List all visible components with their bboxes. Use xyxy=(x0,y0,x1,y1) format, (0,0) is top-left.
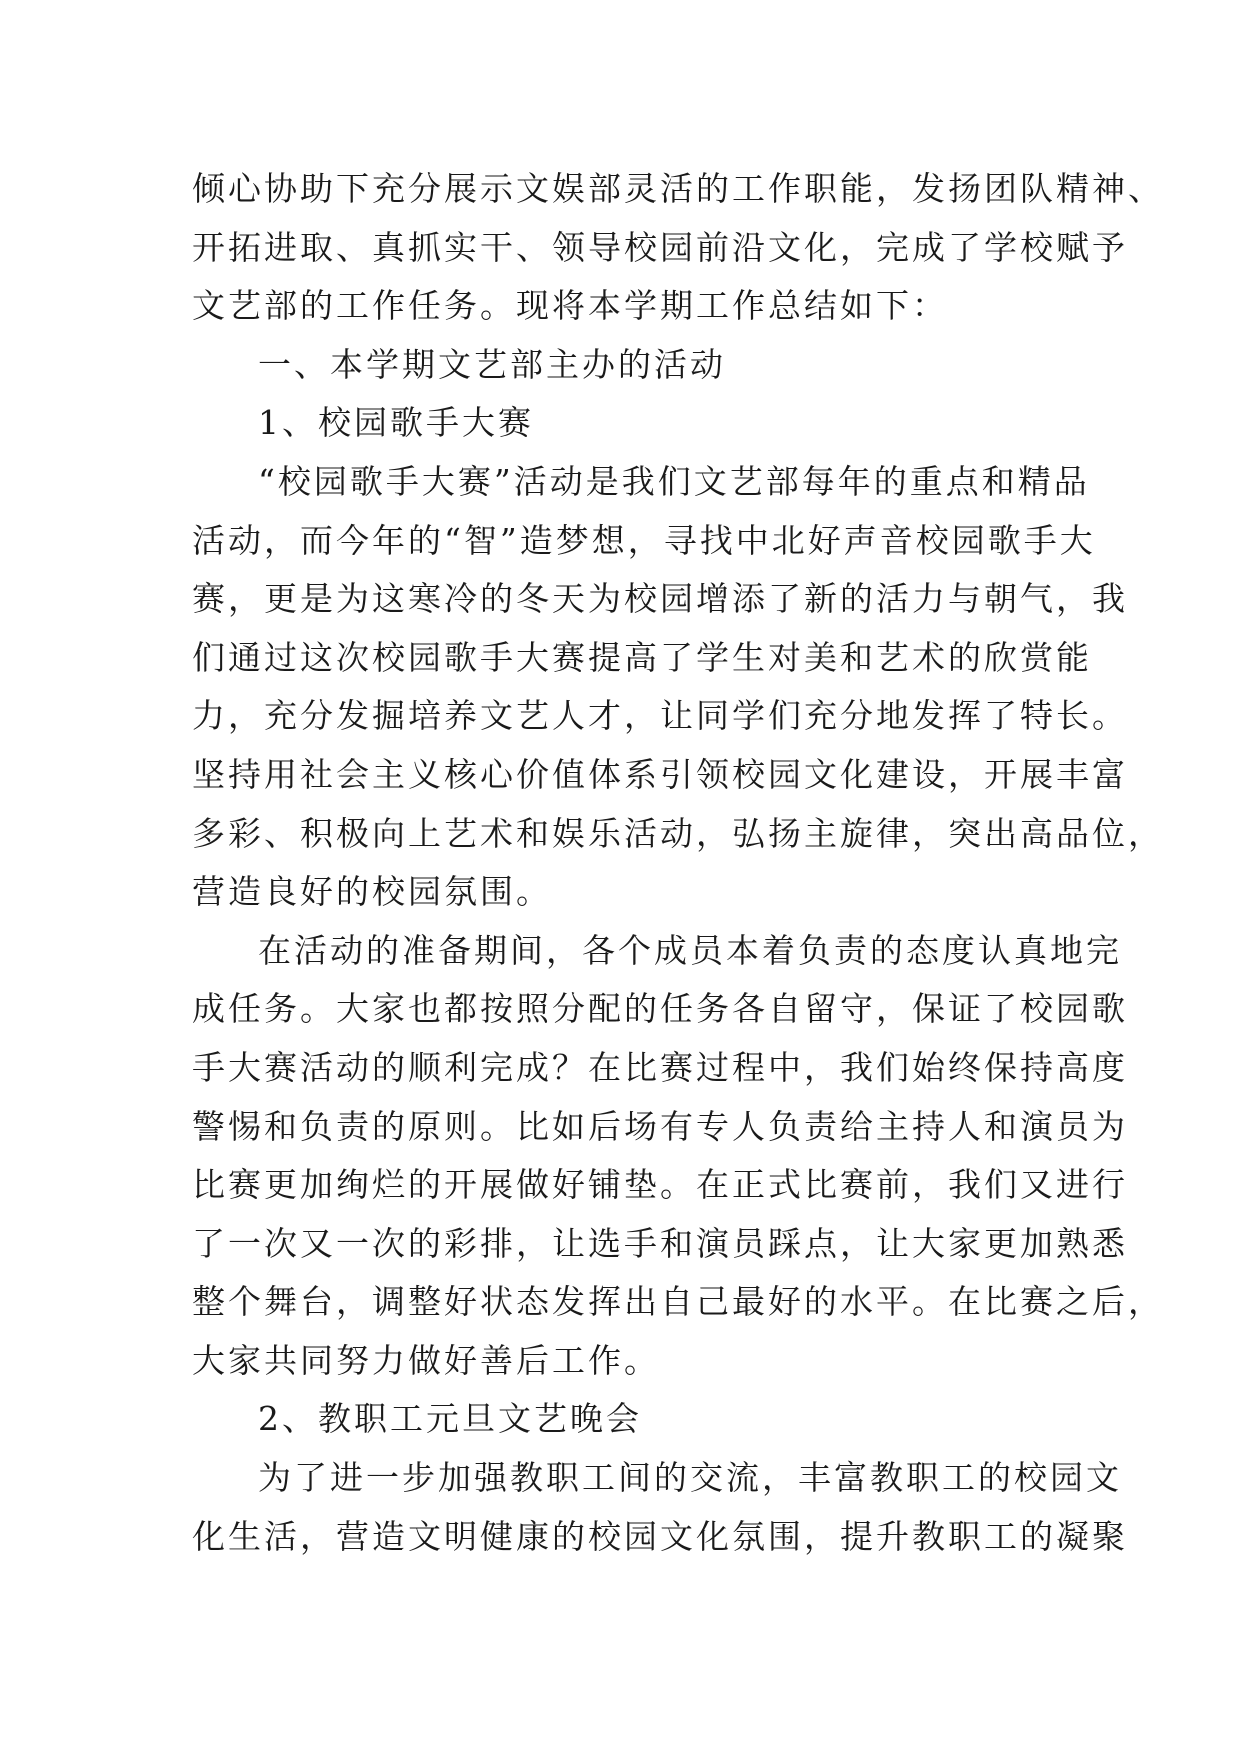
text-line: 大家共同努力做好善后工作。 xyxy=(192,1340,660,1380)
text-line: 警惕和负责的原则。比如后场有专人负责给主持人和演员为 xyxy=(192,1106,1128,1146)
text-line: 化生活，营造文明健康的校园文化氛围，提升教职工的凝聚 xyxy=(192,1516,1128,1556)
text-line: 坚持用社会主义核心价值体系引领校园文化建设，开展丰富 xyxy=(192,754,1128,794)
text-line: 开拓进取、真抓实干、领导校园前沿文化，完成了学校赋予 xyxy=(192,227,1128,267)
text-line: 倾心协助下充分展示文娱部灵活的工作职能，发扬团队精神、 xyxy=(192,169,1164,208)
text-line: 营造良好的校园氛围。 xyxy=(192,872,552,912)
text-line: 一、本学期文艺部主办的活动 xyxy=(258,344,726,384)
document-body xyxy=(192,160,1164,1566)
text-line: 多彩、积极向上艺术和娱乐活动，弘扬主旋律，突出高品位， xyxy=(192,813,1164,853)
text-line: 手大赛活动的顺利完成？在比赛过程中，我们始终保持高度 xyxy=(192,1047,1128,1087)
text-line: 成任务。大家也都按照分配的任务各自留守，保证了校园歌 xyxy=(192,989,1128,1029)
text-line: 活动，而今年的“智”造梦想，寻找中北好声音校园歌手大 xyxy=(192,520,1096,560)
text-line: 为了进一步加强教职工间的交流，丰富教职工的校园文 xyxy=(258,1458,1122,1498)
text-line: 比赛更加绚烂的开展做好铺垫。在正式比赛前，我们又进行 xyxy=(192,1165,1128,1205)
text-line: “校园歌手大赛”活动是我们文艺部每年的重点和精品 xyxy=(258,461,1090,501)
text-line: 1、校园歌手大赛 xyxy=(258,403,534,443)
text-line: 在活动的准备期间，各个成员本着负责的态度认真地完 xyxy=(258,930,1122,970)
text-line: 了一次又一次的彩排，让选手和演员踩点，让大家更加熟悉 xyxy=(192,1223,1128,1263)
text-line: 文艺部的工作任务。现将本学期工作总结如下： xyxy=(192,286,948,326)
text-line: 们通过这次校园歌手大赛提高了学生对美和艺术的欣赏能 xyxy=(192,637,1092,677)
text-line: 2、教职工元旦文艺晚会 xyxy=(258,1399,642,1439)
text-line: 力，充分发掘培养文艺人才，让同学们充分地发挥了特长。 xyxy=(192,696,1128,736)
text-line: 赛，更是为这寒冷的冬天为校园增添了新的活力与朝气，我 xyxy=(192,579,1128,619)
text-line: 整个舞台，调整好状态发挥出自己最好的水平。在比赛之后， xyxy=(192,1282,1164,1322)
